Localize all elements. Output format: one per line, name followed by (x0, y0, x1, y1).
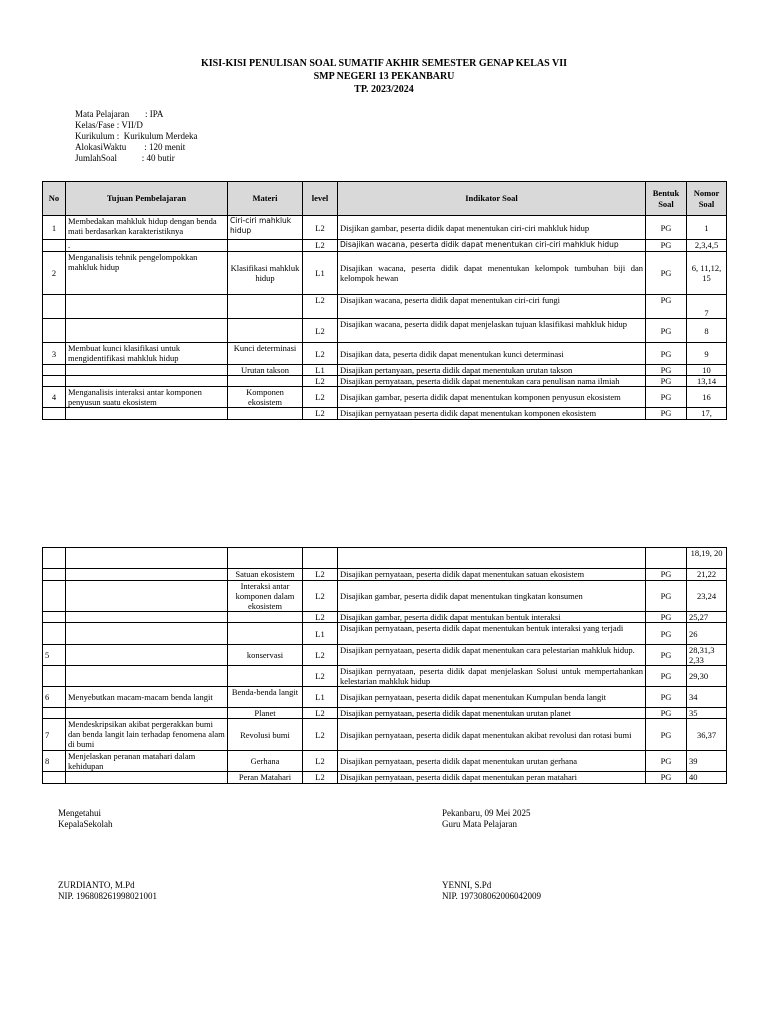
cell-level: L2 (303, 708, 338, 719)
cell-level: L2 (303, 240, 338, 252)
cell-indikator: Disajikan pernyataan, peserta didik dapat menentukan cara penulisan nama ilmiah (338, 376, 646, 387)
cell-level: L1 (303, 687, 338, 708)
cell-materi: Planet (228, 708, 303, 719)
header-tujuan: Tujuan Pembelajaran (66, 182, 228, 216)
cell-no (43, 365, 66, 376)
cell-level: L2 (303, 751, 338, 772)
cell-tujuan: Membedakan mahkluk hidup dengan benda mati berdasarkan karakteristiknya (66, 216, 228, 240)
cell-bentuk: PG (646, 645, 687, 666)
cell-tujuan: Mendeskripsikan akibat pergerakkan bumi dan benda langit lain terhadap fenomena alam di bumi (66, 719, 228, 751)
cell-tujuan (66, 548, 228, 569)
signature-left (58, 808, 112, 830)
cell-nomor: 7 (687, 295, 727, 319)
cell-level: L2 (303, 772, 338, 784)
cell-tujuan: Membuat kunci klasifikasi untuk mengidentifikasi mahkluk hidup (66, 343, 228, 365)
grid-table-page-2 (42, 547, 727, 784)
cell-tujuan: . (66, 240, 228, 252)
cell-materi: Interaksi antar komponen dalam ekosistem (228, 581, 303, 612)
place-date: Pekanbaru, 09 Mei 2025 (442, 808, 531, 818)
cell-bentuk: PG (646, 751, 687, 772)
table-row (43, 408, 727, 420)
document-title: KISI-KISI PENULISAN SOAL SUMATIF AKHIR SEMESTER GENAP KELAS VII (200, 58, 568, 69)
cell-tujuan (66, 623, 228, 645)
cell-indikator: Disajikan wacana, peserta didik dapat menentukan kelompok tumbuhan biji dan kelompok hewan (338, 252, 646, 295)
curriculum-line: Kurikulum : Kurikulum Merdeka (75, 131, 198, 141)
cell-no (43, 623, 66, 645)
cell-nomor: 29,30 (687, 666, 727, 687)
cell-no (43, 319, 66, 343)
cell-level: L2 (303, 666, 338, 687)
header-nomor: Nomor Soal (687, 182, 727, 216)
cell-nomor: 16 (687, 387, 727, 408)
cell-tujuan (66, 569, 228, 581)
cell-nomor: 21,22 (687, 569, 727, 581)
cell-materi: Revolusi bumi (228, 719, 303, 751)
teacher-label: Guru Mata Pelajaran (442, 819, 517, 829)
cell-nomor: 26 (687, 623, 727, 645)
cell-materi: Kunci determinasi (228, 343, 303, 365)
cell-indikator: Disajikan pernyataan, peserta didik dapat menentukan urutan gerhana (338, 751, 646, 772)
cell-level: L2 (303, 319, 338, 343)
cell-tujuan: Menjelaskan peranan matahari dalam kehidupan (66, 751, 228, 772)
header-indikator: Indikator Soal (338, 182, 646, 216)
cell-tujuan (66, 408, 228, 420)
cell-nomor: 28,31,3 2,33 (687, 645, 727, 666)
table-row (43, 569, 727, 581)
cell-indikator: Disajikan wacana, peserta didik dapat menjelaskan tujuan klasifikasi mahkluk hidup (338, 319, 646, 343)
cell-tujuan: Menganalisis interaksi antar komponen penyusun suatu ekosistem (66, 387, 228, 408)
table-row (43, 216, 727, 240)
table-header-row (43, 182, 727, 216)
cell-materi: Peran Matahari (228, 772, 303, 784)
signature-left-name (58, 880, 157, 902)
cell-level: L2 (303, 295, 338, 319)
exam-info (75, 109, 197, 164)
cell-indikator: Disajikan pernyataan, peserta didik dapat menentukan urutan planet (338, 708, 646, 719)
cell-bentuk (646, 548, 687, 569)
cell-bentuk: PG (646, 240, 687, 252)
cell-bentuk: PG (646, 666, 687, 687)
cell-bentuk: PG (646, 569, 687, 581)
cell-bentuk: PG (646, 376, 687, 387)
cell-nomor: 34 (687, 687, 727, 708)
cell-tujuan (66, 666, 228, 687)
cell-indikator: Disajikan gambar, peserta didik dapat menentukan tingkatan konsumen (338, 581, 646, 612)
cell-tujuan (66, 295, 228, 319)
teacher-nip: NIP. 197308062006042009 (442, 891, 542, 901)
cell-level: L2 (303, 216, 338, 240)
cell-tujuan: Menyebutkan macam-macam benda langit (66, 687, 228, 708)
cell-no (43, 376, 66, 387)
acknowledge-label: Mengetahui (58, 808, 101, 818)
cell-indikator: Disajikan pernyataan, peserta didik dapat menentukan satuan ekosistem (338, 569, 646, 581)
cell-nomor: 39 (687, 751, 727, 772)
cell-bentuk: PG (646, 319, 687, 343)
table-row (43, 581, 727, 612)
cell-no: 2 (43, 252, 66, 295)
cell-materi: Klasifikasi mahkluk hidup (228, 252, 303, 295)
cell-tujuan (66, 319, 228, 343)
cell-level: L2 (303, 376, 338, 387)
cell-level: L2 (303, 645, 338, 666)
principal-label: KepalaSekolah (58, 819, 113, 829)
cell-indikator: Disajikan pernyataan, peserta didik dapat menentukan peran matahari (338, 772, 646, 784)
table-row (43, 365, 727, 376)
cell-nomor: 6, 11,12, 15 (687, 252, 727, 295)
table-row (43, 751, 727, 772)
cell-no: 7 (43, 719, 66, 751)
cell-no: 3 (43, 343, 66, 365)
school-name: SMP NEGERI 13 PEKANBARU (313, 71, 455, 82)
cell-level: L2 (303, 408, 338, 420)
grid-table-page-1 (42, 181, 727, 420)
header-level: level (303, 182, 338, 216)
cell-bentuk: PG (646, 343, 687, 365)
cell-no (43, 295, 66, 319)
principal-nip: NIP. 196808261998021001 (58, 891, 158, 901)
cell-materi (228, 408, 303, 420)
table-row (43, 772, 727, 784)
cell-materi (228, 623, 303, 645)
cell-level: L1 (303, 365, 338, 376)
cell-materi: Gerhana (228, 751, 303, 772)
cell-level: L1 (303, 623, 338, 645)
cell-materi (228, 666, 303, 687)
table-row (43, 612, 727, 623)
cell-nomor: 40 (687, 772, 727, 784)
cell-no (43, 408, 66, 420)
cell-level: L2 (303, 719, 338, 751)
cell-no: 1 (43, 216, 66, 240)
cell-no (43, 772, 66, 784)
cell-tujuan (66, 645, 228, 666)
cell-materi: Komponen ekosistem (228, 387, 303, 408)
cell-bentuk: PG (646, 708, 687, 719)
table-row (43, 387, 727, 408)
cell-materi (228, 295, 303, 319)
cell-bentuk: PG (646, 687, 687, 708)
cell-no (43, 581, 66, 612)
cell-level: L2 (303, 387, 338, 408)
table-row (43, 252, 727, 295)
cell-indikator: Disajikan pernyataan, peserta didik dapat menentukan akibat revolusi dan rotasi bumi (338, 719, 646, 751)
table-row (43, 666, 727, 687)
cell-bentuk: PG (646, 408, 687, 420)
cell-tujuan (66, 772, 228, 784)
cell-indikator: Disajikan pertanyaan, peserta didik dapat menentukan urutan takson (338, 365, 646, 376)
cell-nomor: 9 (687, 343, 727, 365)
cell-nomor: 35 (687, 708, 727, 719)
cell-bentuk: PG (646, 612, 687, 623)
cell-materi (228, 319, 303, 343)
cell-bentuk: PG (646, 387, 687, 408)
cell-no: 6 (43, 687, 66, 708)
cell-no (43, 569, 66, 581)
cell-indikator: Disajikan pernyataan, peserta didik dapat menjelaskan Solusi untuk mempertahankan kelestarian mahkluk hidup (338, 666, 646, 687)
table-row (43, 343, 727, 365)
cell-nomor: 13,14 (687, 376, 727, 387)
cell-no: 5 (43, 645, 66, 666)
cell-tujuan (66, 612, 228, 623)
table-row (43, 319, 727, 343)
cell-bentuk: PG (646, 295, 687, 319)
table-row (43, 623, 727, 645)
cell-no (43, 548, 66, 569)
cell-no: 4 (43, 387, 66, 408)
cell-materi (228, 612, 303, 623)
subject-line: Mata Pelajaran : IPA (75, 109, 164, 119)
cell-no (43, 240, 66, 252)
cell-level: L2 (303, 612, 338, 623)
teacher-name: YENNI, S.Pd (442, 880, 492, 890)
time-allocation-line: AlokasiWaktu : 120 menit (75, 142, 186, 152)
cell-materi: Urutan takson (228, 365, 303, 376)
cell-indikator: Disajikan wacana, peserta didik dapat menentukan ciri-ciri mahkluk hidup (338, 240, 646, 252)
class-line: Kelas/Fase : VII/D (75, 120, 143, 130)
cell-nomor: 17, (687, 408, 727, 420)
table-row (43, 645, 727, 666)
cell-tujuan (66, 365, 228, 376)
cell-nomor: 2,3,4,5 (687, 240, 727, 252)
school-year: TP. 2023/2024 (354, 84, 414, 95)
cell-bentuk: PG (646, 772, 687, 784)
cell-bentuk: PG (646, 365, 687, 376)
table-row (43, 295, 727, 319)
principal-name: ZURDIANTO, M.Pd (58, 880, 135, 890)
header-materi: Materi (228, 182, 303, 216)
cell-nomor: 1 (687, 216, 727, 240)
signature-right-name (442, 880, 541, 902)
cell-materi: konservasi (228, 645, 303, 666)
table-row (43, 240, 727, 252)
table-row (43, 687, 727, 708)
cell-tujuan (66, 376, 228, 387)
cell-materi (228, 376, 303, 387)
table-row (43, 548, 727, 569)
signature-right (442, 808, 530, 830)
cell-no (43, 612, 66, 623)
cell-nomor: 10 (687, 365, 727, 376)
cell-indikator: Disajikan data, peserta didik dapat menentukan kunci determinasi (338, 343, 646, 365)
cell-level (303, 548, 338, 569)
header-no: No (43, 182, 66, 216)
cell-tujuan (66, 708, 228, 719)
cell-level: L2 (303, 343, 338, 365)
cell-no (43, 666, 66, 687)
cell-materi: Ciri-ciri mahkluk hidup (228, 216, 303, 240)
cell-bentuk: PG (646, 216, 687, 240)
cell-nomor: 18,19, 20 (687, 548, 727, 569)
cell-materi: Satuan ekosistem (228, 569, 303, 581)
cell-indikator: Disjikan gambar, peserta didik dapat menentukan ciri-ciri mahkluk hidup (338, 216, 646, 240)
cell-indikator: Disajikan pernyataan peserta didik dapat menentukan komponen ekosistem (338, 408, 646, 420)
cell-bentuk: PG (646, 252, 687, 295)
cell-materi: Benda-benda langit (228, 687, 303, 708)
cell-level: L2 (303, 569, 338, 581)
cell-nomor: 25,27 (687, 612, 727, 623)
cell-indikator: Disajikan pernyataan, peserta didik dapat menentukan cara pelestarian mahkluk hidup. (338, 645, 646, 666)
cell-nomor: 23,24 (687, 581, 727, 612)
cell-indikator (338, 548, 646, 569)
cell-no (43, 708, 66, 719)
cell-nomor: 8 (687, 319, 727, 343)
table-row (43, 708, 727, 719)
cell-tujuan: Menganalisis tehnik pengelompokkan mahkluk hidup (66, 252, 228, 295)
cell-indikator: Disajikan gambar, peserta didik dapat mentukan bentuk interaksi (338, 612, 646, 623)
table-row (43, 376, 727, 387)
table-row (43, 719, 727, 751)
cell-indikator: Disajikan pernyataan, peserta didik dapat menentukan bentuk interaksi yang terjadi (338, 623, 646, 645)
cell-level: L1 (303, 252, 338, 295)
cell-bentuk: PG (646, 719, 687, 751)
cell-level: L2 (303, 581, 338, 612)
cell-bentuk: PG (646, 581, 687, 612)
cell-materi (228, 240, 303, 252)
cell-indikator: Disajikan wacana, peserta didik dapat menentukan ciri-ciri fungi (338, 295, 646, 319)
cell-nomor: 36,37 (687, 719, 727, 751)
cell-no: 8 (43, 751, 66, 772)
header-bentuk: Bentuk Soal (646, 182, 687, 216)
cell-indikator: Disajikan pernyataan, peserta didik dapat menentukan Kumpulan benda langit (338, 687, 646, 708)
cell-indikator: Disajikan gambar, peserta didik dapat menentukan komponen penyusun ekosistem (338, 387, 646, 408)
cell-materi (228, 548, 303, 569)
cell-bentuk: PG (646, 623, 687, 645)
cell-tujuan (66, 581, 228, 612)
question-count-line: JumlahSoal : 40 butir (75, 153, 175, 163)
